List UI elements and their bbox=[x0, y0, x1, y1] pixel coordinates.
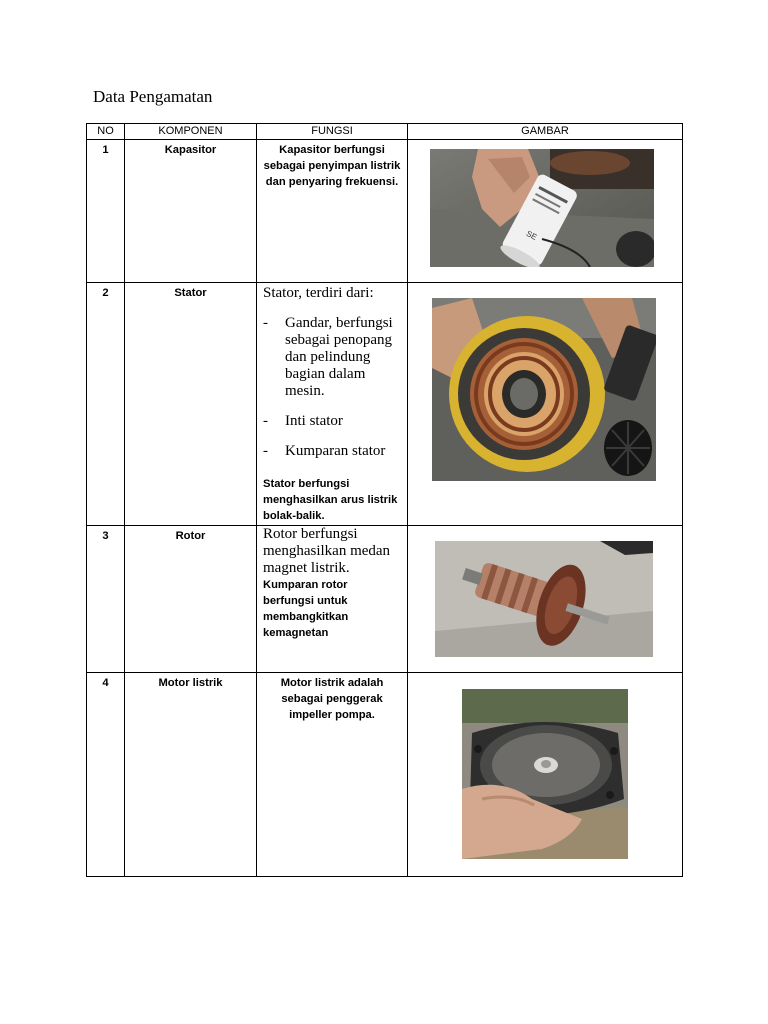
header-komponen: KOMPONEN bbox=[125, 124, 257, 140]
row-no: 4 bbox=[87, 673, 125, 877]
row-gambar bbox=[408, 140, 683, 283]
row-fungsi: Kapasitor berfungsi sebagai penyimpan listrik dan penyaring frekuensi. bbox=[257, 140, 408, 283]
table-row bbox=[87, 140, 683, 283]
page-title: Data Pengamatan bbox=[93, 87, 213, 106]
capacitor-photo bbox=[430, 149, 654, 267]
capacitor-label: SE bbox=[524, 228, 539, 242]
header-no: NO bbox=[87, 124, 125, 140]
table-header-row bbox=[87, 124, 683, 140]
row-komponen: Kapasitor bbox=[125, 140, 257, 283]
stator-note: Stator berfungsi menghasilkan arus listrik bolak-balik. bbox=[263, 478, 398, 522]
row-gambar bbox=[408, 526, 683, 673]
row-fungsi bbox=[257, 283, 408, 526]
stator-intro: Stator, terdiri dari: bbox=[263, 285, 374, 301]
list-bullet: - bbox=[263, 315, 268, 331]
row-no: 2 bbox=[87, 283, 125, 526]
row-no: 3 bbox=[87, 526, 125, 673]
list-item-text: Inti stator bbox=[285, 413, 343, 429]
table-row bbox=[87, 673, 683, 877]
header-fungsi: FUNGSI bbox=[257, 124, 408, 140]
table-row bbox=[87, 283, 683, 526]
header-gambar: GAMBAR bbox=[408, 124, 683, 140]
row-komponen: Motor listrik bbox=[125, 673, 257, 877]
row-fungsi: Motor listrik adalah sebagai penggerak impeller pompa. bbox=[257, 673, 408, 877]
observation-table bbox=[86, 123, 683, 877]
row-gambar bbox=[408, 283, 683, 526]
row-fungsi bbox=[257, 526, 408, 673]
row-komponen: Rotor bbox=[125, 526, 257, 673]
list-bullet: - bbox=[263, 443, 268, 459]
list-item-text: Kumparan stator bbox=[285, 443, 386, 459]
list-item-text: Gandar, berfungsi sebagai penopang dan pelindung bagian dalam mesin. bbox=[285, 315, 393, 399]
table-row bbox=[87, 526, 683, 673]
rotor-note: Kumparan rotor berfungsi untuk membangkitkan kemagnetan bbox=[263, 579, 349, 639]
row-no: 1 bbox=[87, 140, 125, 283]
rotor-text: Rotor berfungsi menghasilkan medan magnet listrik. bbox=[263, 526, 391, 576]
list-item bbox=[263, 443, 401, 460]
rotor-photo bbox=[435, 541, 653, 657]
motor-housing-photo bbox=[462, 689, 628, 859]
list-item bbox=[263, 413, 401, 430]
stator-photo bbox=[432, 298, 656, 481]
list-bullet: - bbox=[263, 413, 268, 429]
row-gambar bbox=[408, 673, 683, 877]
row-komponen: Stator bbox=[125, 283, 257, 526]
list-item bbox=[263, 315, 401, 400]
